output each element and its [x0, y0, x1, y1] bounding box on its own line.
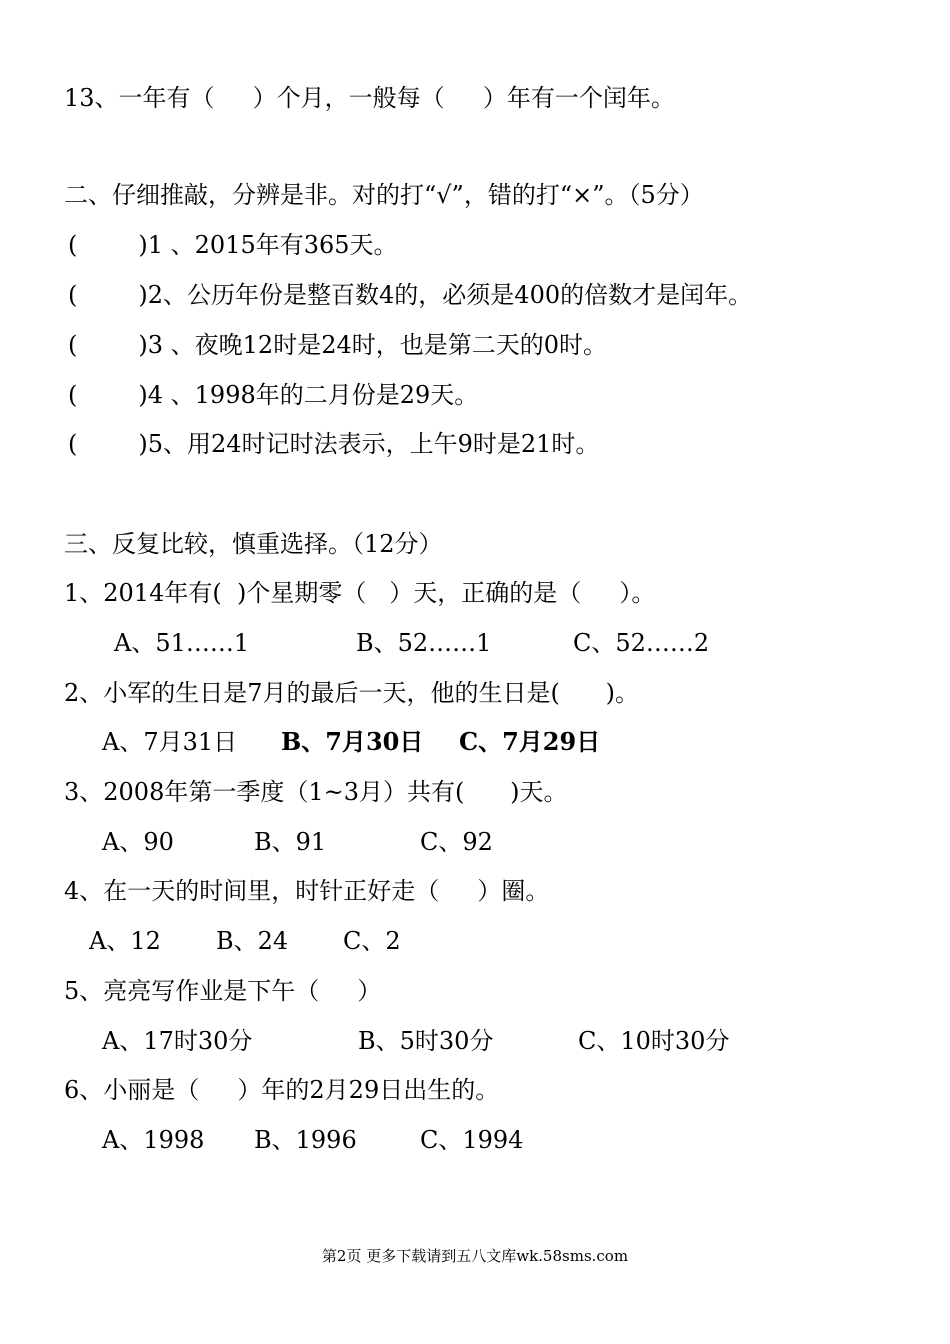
choice-option-1c: C、52……2	[573, 629, 710, 657]
choice-option-3a: A、90	[102, 828, 174, 856]
choice-option-6c: C、1994	[420, 1126, 524, 1154]
choice-option-6b: B、1996	[254, 1126, 357, 1154]
section-2-heading: 二、仔细推敲，分辨是非。对的打“√”，错的打“×”。（5分）	[64, 181, 704, 209]
choice-question-6: 6、小丽是（ ）年的2月29日出生的。	[64, 1076, 500, 1104]
choice-question-2: 2、小军的生日是7月的最后一天，他的生日是( )。	[64, 679, 640, 707]
choice-option-3c: C、92	[420, 828, 493, 856]
question-13: 13、一年有（ ）个月，一般每（ ）年有一个闰年。	[64, 84, 675, 112]
choice-option-4b: B、24	[216, 927, 289, 955]
judgment-item-2: ( )2、公历年份是整百数4的，必须是400的倍数才是闰年。	[68, 281, 753, 309]
choice-option-3b: B、91	[254, 828, 327, 856]
choice-option-6a: A、1998	[102, 1126, 205, 1154]
section-3-heading: 三、反复比较，慎重选择。（12分）	[64, 530, 443, 558]
choice-option-5c: C、10时30分	[578, 1027, 730, 1055]
choice-option-2b: B、7月30日	[281, 727, 424, 756]
judgment-item-3: ( )3 、夜晚12时是24时，也是第二天的0时。	[68, 331, 608, 359]
choice-option-4a: A、12	[89, 927, 161, 955]
choice-question-4: 4、在一天的时间里，时针正好走（ ）圈。	[64, 877, 550, 905]
choice-option-2a: A、7月31日	[102, 728, 238, 756]
choice-option-4c: C、2	[343, 927, 401, 955]
choice-question-5: 5、亮亮写作业是下午（ ）	[64, 977, 382, 1005]
judgment-item-1: ( )1 、2015年有365天。	[68, 231, 398, 259]
choice-option-5a: A、17时30分	[102, 1027, 253, 1055]
choice-option-1b: B、52……1	[356, 629, 492, 657]
choice-question-3: 3、2008年第一季度（1~3月）共有( )天。	[64, 778, 568, 806]
choice-question-1: 1、2014年有( )个星期零（ ）天，正确的是（ ）。	[64, 579, 656, 607]
page-footer: 第2页 更多下载请到五八文库wk.58sms.com	[321, 1247, 629, 1265]
judgment-item-5: ( )5、用24时记时法表示，上午9时是21时。	[68, 430, 600, 458]
choice-option-1a: A、51……1	[114, 629, 250, 657]
choice-option-5b: B、5时30分	[358, 1027, 494, 1055]
choice-option-2c: C、7月29日	[459, 727, 601, 756]
judgment-item-4: ( )4 、1998年的二月份是29天。	[68, 381, 479, 409]
